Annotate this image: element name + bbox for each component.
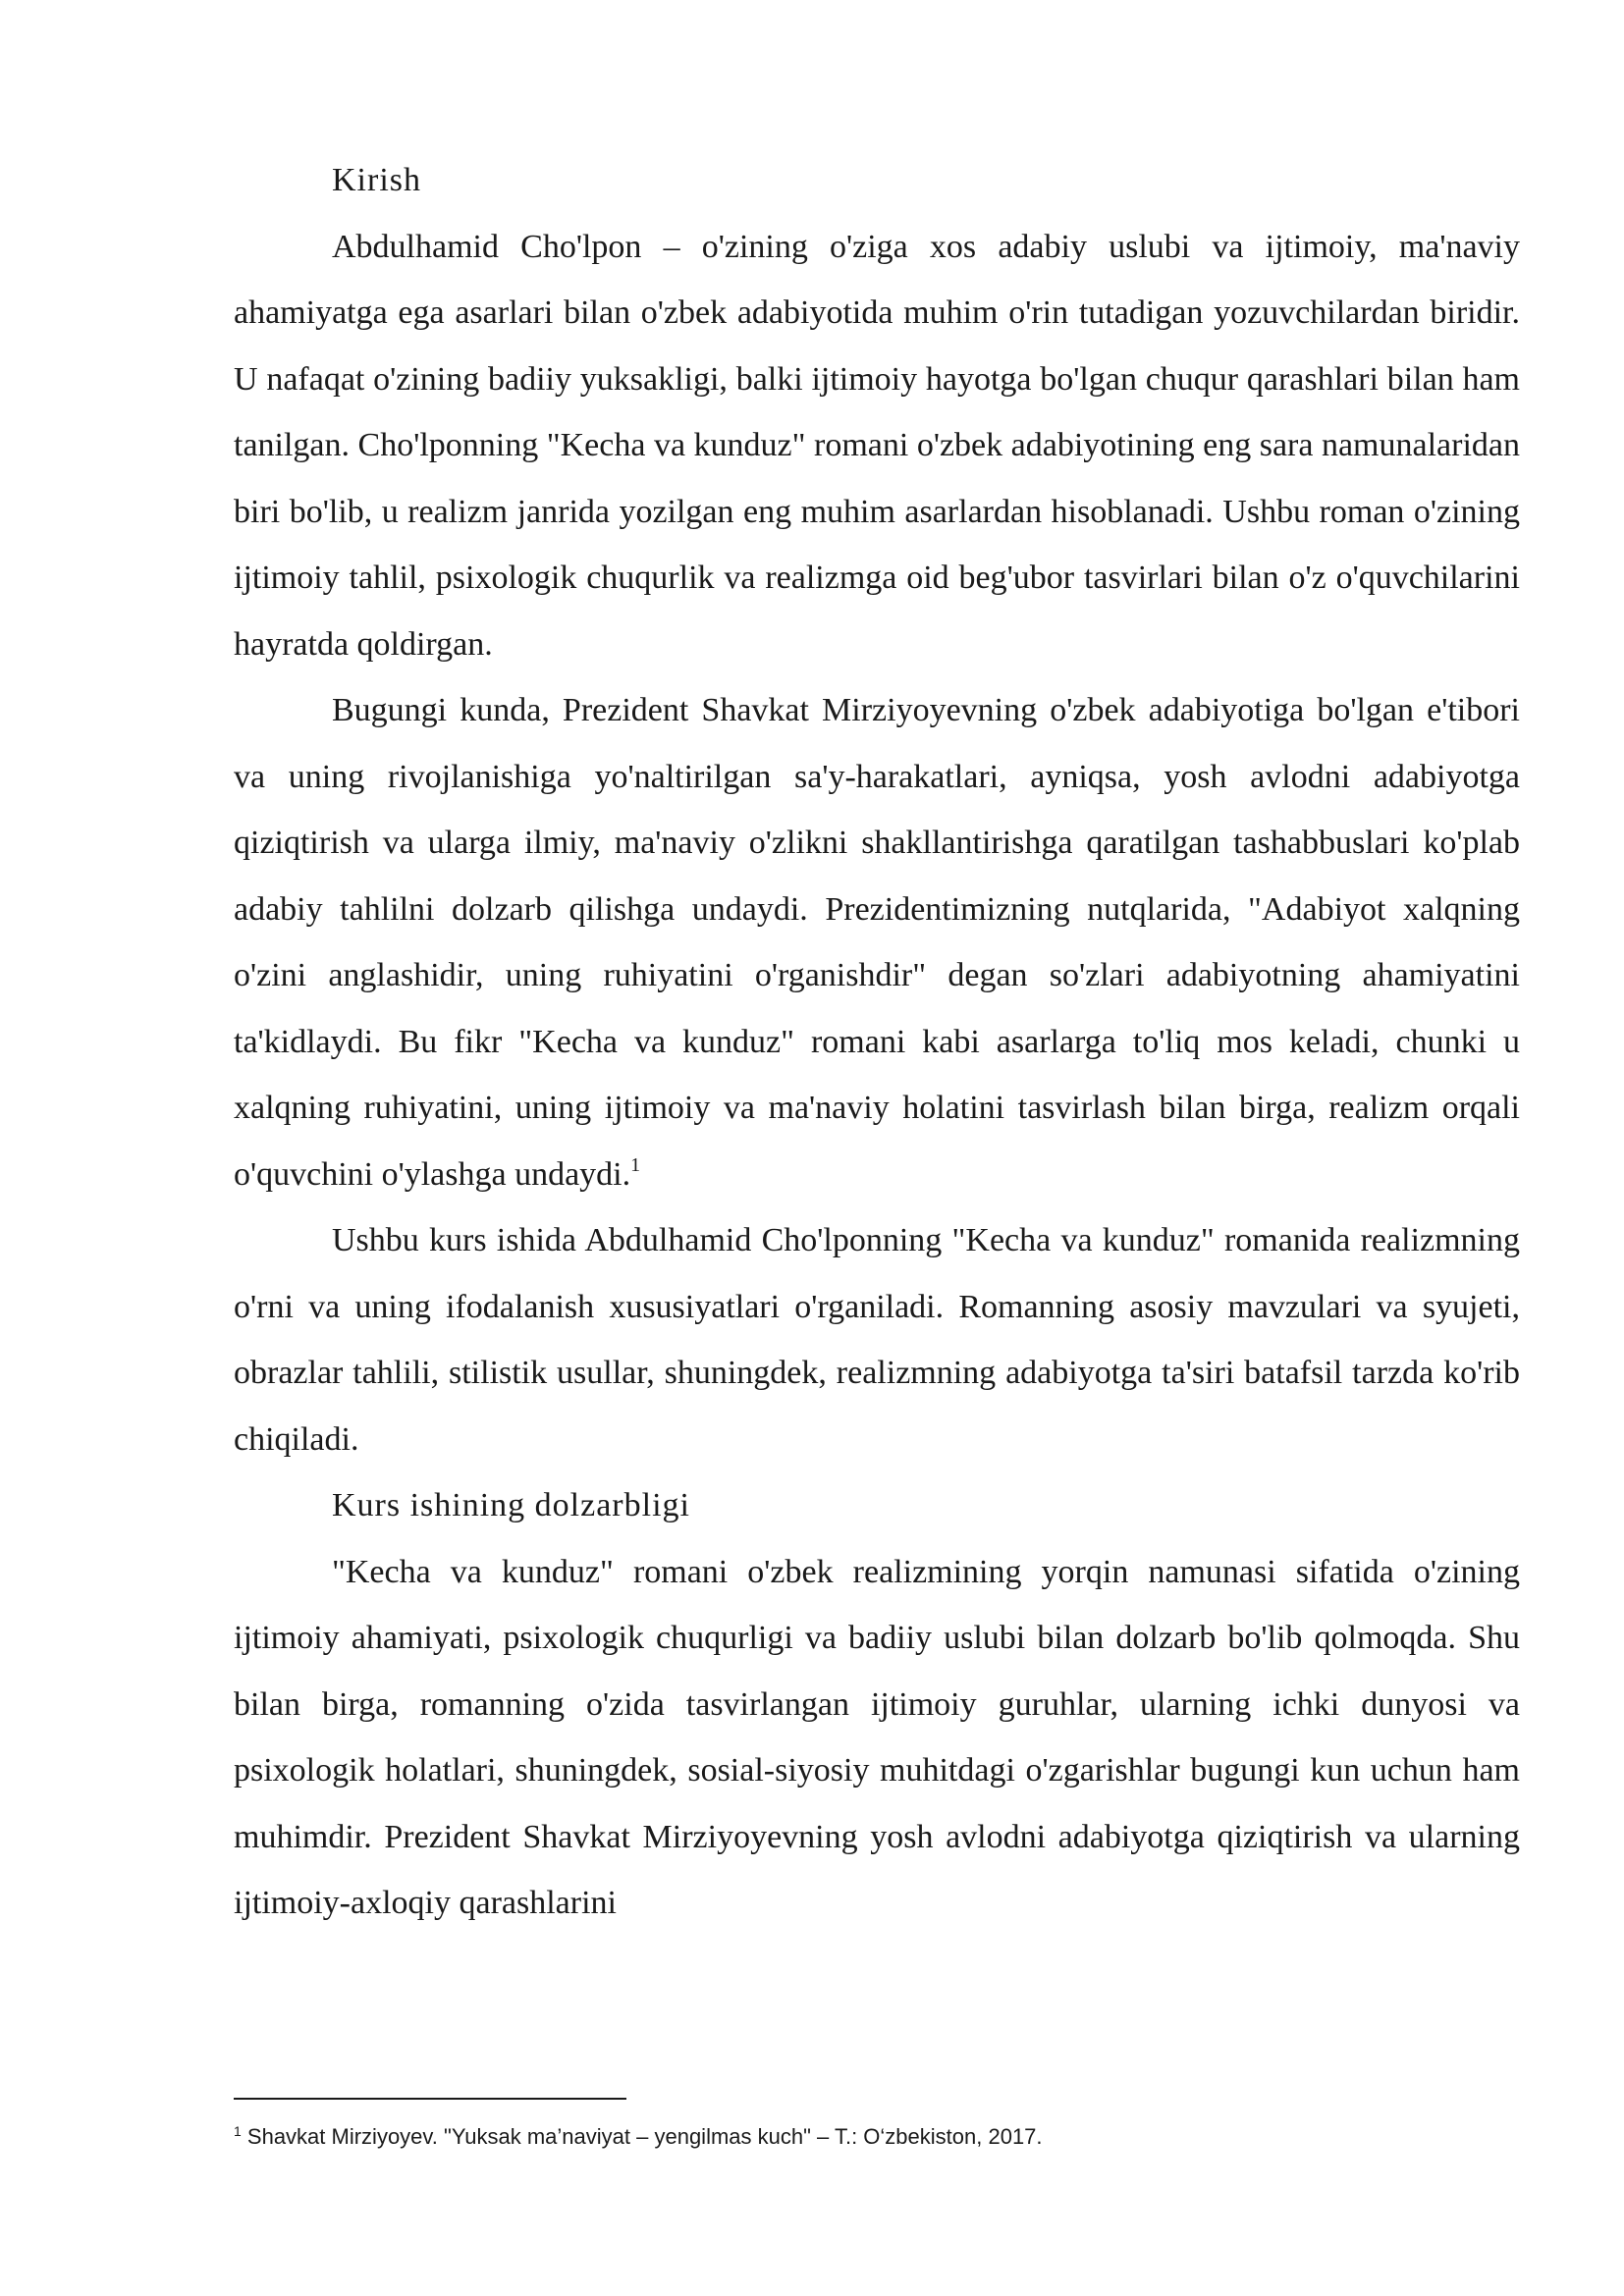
footnote-reference[interactable]: 1 bbox=[630, 1153, 641, 1176]
paragraph-3-text: Ushbu kurs ishida Abdulhamid Cho'lponning "Kecha va kunduz" romanida realizmning o'rni va uning ifodalanish xususiyatlari o'rganiladi. Romanning asosiy mavzulari va syujeti, obrazlar tahlili, stilistik usullar, shuningdek, realizmning adabiyotga ta'siri batafsil tarzda ko'rib chiqiladi. bbox=[234, 1222, 1520, 1458]
footnote-text: Shavkat Mirziyoyev. "Yuksak ma’naviyat – yengilmas kuch" – T.: O‘zbekiston, 2017. bbox=[241, 2124, 1043, 2149]
paragraph-2-text: Bugungi kunda, Prezident Shavkat Mirziyoyevning o'zbek adabiyotiga bo'lgan e'tibori va uning rivojlanishiga yo'naltirilgan sa'y-harakatlari, ayniqsa, yosh avlodni adabiyotga qiziqtirish va ularga ilmiy, ma'naviy o'zlikni shakllantirishga qaratilgan tashabbuslari ko'plab adabiy tahlilni dolzarb qilishga undaydi. Prezidentimizning nutqlarida, "Adabiyot xalqning o'zini anglashidir, uning ruhiyatini o'rganishdir" degan so'zlari adabiyotning ahamiyatini ta'kidlaydi. Bu fikr "Kecha va kunduz" romani kabi asarlarga to'liq mos keladi, chunki u xalqning ruhiyatini, uning ijtimoiy va ma'naviy holatini tasvirlash bilan birga, realizm orqali o'quvchini o'ylashga undaydi. bbox=[234, 692, 1520, 1193]
footnote bbox=[234, 2122, 1520, 2152]
paragraph-1-text: Abdulhamid Cho'lpon – o'zining o'ziga xos adabiy uslubi va ijtimoiy, ma'naviy ahamiyatga ega asarlari bilan o'zbek adabiyotida muhim o'rin tutadigan yozuvchilardan biridir. U nafaqat o'zining badiiy yuksakligi, balki ijtimoiy hayotga bo'lgan chuqur qarashlari bilan ham tanilgan. Cho'lponning "Kecha va kunduz" romani o'zbek adabiyotining eng sara namunalaridan biri bo'lib, u realizm janrida yozilgan eng muhim asarlardan hisoblanadi. Ushbu roman o'zining ijtimoiy tahlil, psixologik chuqurlik va realizmga oid beg'ubor tasvirlari bilan o'z o'quvchilarini hayratda qoldirgan. bbox=[234, 228, 1520, 663]
footnote-separator bbox=[234, 2098, 626, 2100]
section-heading-intro: Kirish bbox=[332, 162, 421, 198]
section-heading-relevance: Kurs ishining dolzarbligi bbox=[332, 1487, 690, 1523]
footnote-marker: 1 bbox=[234, 2123, 242, 2139]
paragraph-4 bbox=[234, 1539, 1520, 1937]
paragraph-1 bbox=[234, 214, 1520, 678]
body-text bbox=[234, 147, 1520, 1937]
paragraph-4-text: "Kecha va kunduz" romani o'zbek realizmining yorqin namunasi sifatida o'zining ijtimoiy ahamiyati, psixologik chuqurligi va badiiy uslubi bilan dolzarb bo'lib qolmoqda. Shu bilan birga, romanning o'zida tasvirlangan ijtimoiy guruhlar, ularning ichki dunyosi va psixologik holatlari, shuningdek, sosial-siyosiy muhitdagi o'zgarishlar bugungi kun uchun ham muhimdir. Prezident Shavkat Mirziyoyevning yosh avlodni adabiyotga qiziqtirish va ularning ijtimoiy-axloqiy qarashlarini bbox=[234, 1553, 1520, 1921]
paragraph-2 bbox=[234, 677, 1520, 1207]
paragraph-3 bbox=[234, 1207, 1520, 1472]
